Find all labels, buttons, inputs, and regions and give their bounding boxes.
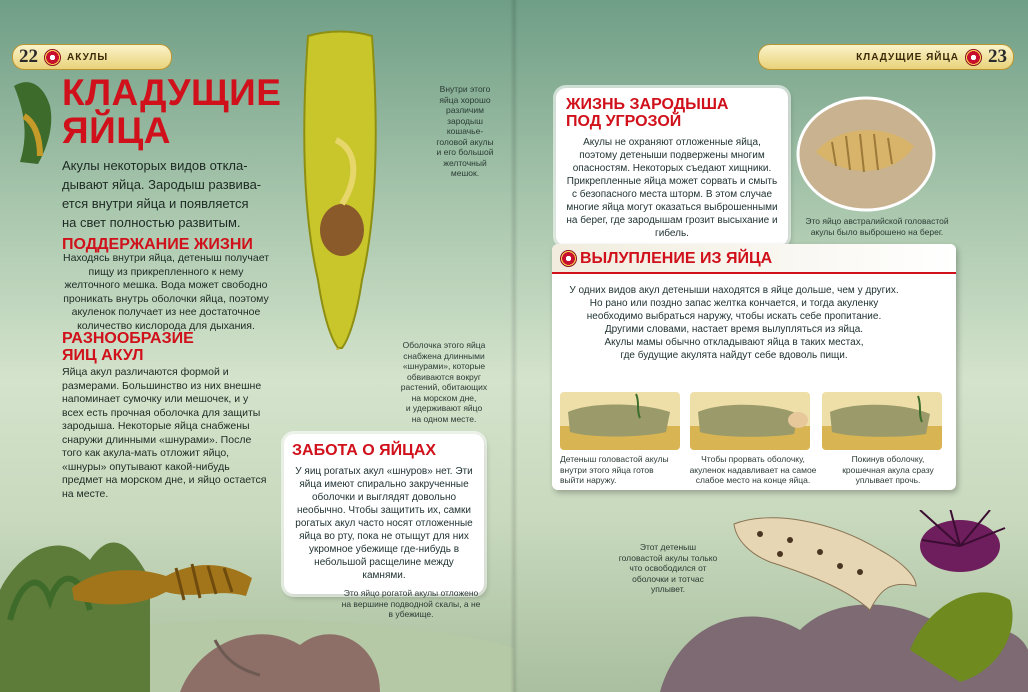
left-running-head: АКУЛЫ xyxy=(67,51,109,63)
compass-rose-icon xyxy=(560,250,577,267)
section-heading-support: ПОДДЕРЖАНИЕ ЖИЗНИ xyxy=(62,236,253,253)
danger-box-heading-line-1: ЖИЗНЬ ЗАРОДЫША xyxy=(566,96,729,113)
page-title xyxy=(62,74,281,150)
beached-egg-photo xyxy=(796,96,936,212)
section-heading-variety-line-1: РАЗНООБРАЗИЕ xyxy=(62,330,194,347)
care-box-heading: ЗАБОТА О ЯЙЦАХ xyxy=(292,442,437,459)
caption-shark-pup: Этот детеныш головастой акулы только что освободился от оболочки и тотчас уплывет. xyxy=(618,542,718,594)
danger-box-heading xyxy=(566,96,778,130)
hatch-step-1-illustration xyxy=(560,392,680,450)
page-title-line-1: КЛАДУЩИЕ xyxy=(62,72,282,113)
hatch-step-2-caption: Чтобы прорвать оболочку, акуленок надавливает на самое слабое место на конце яйца. xyxy=(689,454,817,485)
care-box-text: У яиц рогатых акул «шнуров» нет. Эти яйца имеют спирально закрученные оболочки и выглядят довольно необычно. Чтобы защитить их, самки рогатых акул часто носят отложенные яйца во рту, пока не отыщут для них укромное убежище где-нибудь в небольшой расщелине между камнями. xyxy=(295,466,473,581)
hatching-heading: ВЫЛУПЛЕНИЕ ИЗ ЯЙЦА xyxy=(580,250,773,267)
section-heading-variety-line-2: ЯИЦ АКУЛ xyxy=(62,347,144,364)
egg-case-illustration xyxy=(298,30,382,350)
compass-rose-icon xyxy=(44,49,61,66)
hatching-header xyxy=(552,244,956,274)
caption-beached-egg: Это яйцо австралийской головастой акулы было выброшено на берег. xyxy=(805,216,949,237)
danger-box xyxy=(556,88,788,246)
section-text-support: Находясь внутри яйца, детеныш получает пищу из прикрепленного к нему желточного мешка. Вода может свободно проникать внутрь оболочки яйца, поэтому акуленок получает из нее достаточное количество кислорода для дыхания. xyxy=(62,252,270,332)
danger-box-text: Акулы не охраняют отложенные яйца, поэтому детеныши подвержены многим опасностям. Некоторых съедают хищники. Прикрепленные яйца может сорвать и смыть с безопасного места шторм. В этом случае многие яйца могут оказаться выброшенными на берег, где зародышам грозит высыхание и гибель. xyxy=(566,137,778,239)
page-title-line-2: ЯЙЦА xyxy=(62,110,171,151)
compass-rose-icon xyxy=(965,49,982,66)
right-page-number: 23 xyxy=(988,46,1007,67)
hatch-step-3-caption: Покинув оболочку, крошечная акула сразу уплывает прочь. xyxy=(842,454,934,485)
book-spine xyxy=(510,0,518,692)
hatch-step-3-illustration xyxy=(822,392,942,450)
left-page-number: 22 xyxy=(19,46,38,67)
hatch-step-2-illustration xyxy=(690,392,810,450)
right-page-header xyxy=(758,44,1014,70)
horn-shark-egg-illustration xyxy=(66,548,266,620)
caption-embryo: Внутри этого яйца хорошо различим зародыш кошачье- головой акулы и его большой желточный мешок. xyxy=(436,84,494,178)
seaweed-left-top-illustration xyxy=(10,76,58,168)
section-heading-variety xyxy=(62,330,194,364)
shark-pup-illustration xyxy=(730,510,920,620)
care-box xyxy=(284,434,484,594)
hatching-text: У одних видов акул детеныши находятся в яйце дольше, чем у других. Но рано или поздно запас желтка кончается, и тогда акуленку необходимо выбраться наружу, чтобы искать себе пропитание. Другими словами, настает время вылупляться из яйца. Акулы мамы обычно откладывают яйца в таких местах, где будущие акулята найдут себе вдоволь пищи. xyxy=(569,285,899,361)
section-text-variety: Яйца акул различаются формой и размерами. Большинство из них внешне напоминает сумочку или мешочек, и у всех есть прочная оболочка для защиты зародыша. Некоторые яйца снабжены снаружи длинными «шнурами». После того как акула-мать отложит яйцо, «шнуры» опутывают какой-нибудь предмет на морском дне, и яйцо остается на месте. xyxy=(62,366,267,500)
danger-box-heading-line-2: ПОД УГРОЗОЙ xyxy=(566,113,682,130)
lead-paragraph: Акулы некоторых видов откла- дывают яйца. Зародыш развива- ется внутри яйца и появляется на свет полностью развитым. xyxy=(62,158,262,230)
hatch-step-1-caption: Детеныш головастой акулы внутри этого яйца готов выйти наружу. xyxy=(560,454,669,485)
left-page-header xyxy=(12,44,172,70)
right-running-head: КЛАДУЩИЕ ЯЙЦА xyxy=(856,51,959,63)
caption-shell: Оболочка этого яйца снабжена длинными «шнурами», которые обвиваются вокруг растений, обитающих на морском дне, и удерживают яйцо на одном месте. xyxy=(400,340,488,424)
caption-horn-shark-egg: Это яйцо рогатой акулы отложено на вершине подводной скалы, а не в убежище. xyxy=(341,588,481,619)
